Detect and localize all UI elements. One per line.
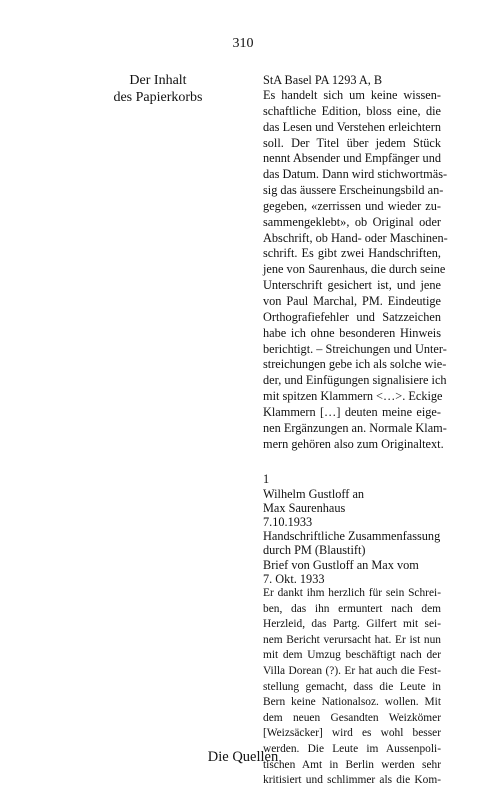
text-line: mern gehören also zum Originaltext.: [263, 436, 444, 451]
text-line: jene von Saurenhaus, die durch seine: [263, 262, 446, 277]
text-line: dem neuen Gesandten Weizkömer: [263, 711, 441, 724]
text-line: Er dankt ihm herzlich für sein Schrei-: [263, 587, 441, 600]
letter-number: 1: [263, 472, 270, 487]
text-line: das Datum. Dann wird stichwortmäs-: [263, 167, 448, 182]
main-text-column: [263, 72, 448, 789]
letter-sender: Wilhelm Gustloff an: [263, 486, 365, 501]
text-line: habe ich ohne besonderen Hinweis: [263, 325, 441, 340]
letter-description: Handschriftliche Zusammenfassung: [263, 529, 441, 544]
text-line: schrift. Es gibt zwei Handschriften,: [263, 246, 441, 261]
text-line: [Weizsäcker] wird es wohl besser: [263, 727, 441, 740]
text-line: das Lesen und Verstehen erleichtern: [263, 119, 441, 134]
text-line: ben, das ihn ermuntert nach dem: [263, 602, 441, 615]
letter-header: [263, 472, 441, 586]
text-line: Orthografiefehler und Satzzeichen: [263, 309, 441, 324]
margin-heading: [92, 72, 224, 106]
text-line: soll. Der Titel über jedem Stück: [263, 135, 441, 150]
text-line: streichungen gebe ich als solche wie-: [263, 357, 447, 372]
text-line: kritisiert und schlimmer als die Kom-: [263, 774, 441, 787]
text-line: der, und Einfügungen signalisiere ich: [263, 373, 447, 388]
text-line: von Paul Marchal, PM. Eindeutige: [263, 293, 441, 308]
letter-date: 7.10.1933: [263, 515, 313, 530]
text-line: Abschrift, ob Hand- oder Maschinen-: [263, 230, 448, 245]
text-line: gegeben, «zerrissen und wieder zu-: [263, 198, 441, 213]
text-line: Es handelt sich um keine wissen-: [263, 88, 441, 102]
letter-entry: [263, 472, 441, 788]
margin-heading-line: des Papierkorbs: [113, 90, 203, 105]
text-line: nennt Absender und Empfänger und: [263, 151, 441, 166]
text-line: Unterschrift gesichert ist, und jene: [263, 278, 441, 293]
text-line: stellung gemacht, dass die Leute in: [263, 680, 441, 693]
source-reference: StA Basel PA 1293 A, B: [263, 73, 383, 87]
text-line: Herzleid, das Partg. Gilfert mit sei-: [263, 618, 441, 631]
letter-subtitle: 7. Okt. 1933: [263, 571, 325, 586]
text-line: berichtigt. – Streichungen und Unter-: [263, 341, 447, 356]
text-line: Klammern […] deuten meine eige-: [263, 404, 441, 419]
text-line: Bern keine Nationalsoz. wollen. Mit: [263, 696, 441, 709]
text-line: sig das äussere Erscheinungsbild an-: [263, 183, 444, 198]
text-line: schaftliche Edition, bloss eine, die: [263, 103, 441, 118]
letter-recipient: Max Saurenhaus: [263, 500, 346, 515]
text-line: Villa Dorean (?). Er hat auch die Fest-: [263, 665, 441, 677]
text-line: sammengeklebt», ob Original oder: [263, 214, 441, 229]
text-line: nem Bericht verursacht hat. Er ist nun: [263, 633, 441, 646]
text-line: mit spitzen Klammern <…>. Eckige: [263, 389, 443, 404]
text-line: mit dem Umzug beschäftigt nach der: [263, 649, 441, 662]
text-line: tischen Amt in Berlin werden sehr: [263, 758, 441, 771]
margin-heading-line: Der Inhalt: [129, 73, 187, 88]
text-line: nen Ergänzungen an. Normale Klam-: [263, 420, 447, 435]
footer-title: Die Quellen: [207, 749, 279, 765]
text-line: werden. Die Leute im Aussenpoli-: [263, 742, 441, 755]
intro-paragraph: [263, 88, 448, 452]
letter-subtitle: Brief von Gustloff an Max vom: [263, 557, 419, 572]
page-number: 310: [232, 36, 254, 51]
letter-description: durch PM (Blaustift): [263, 543, 366, 558]
